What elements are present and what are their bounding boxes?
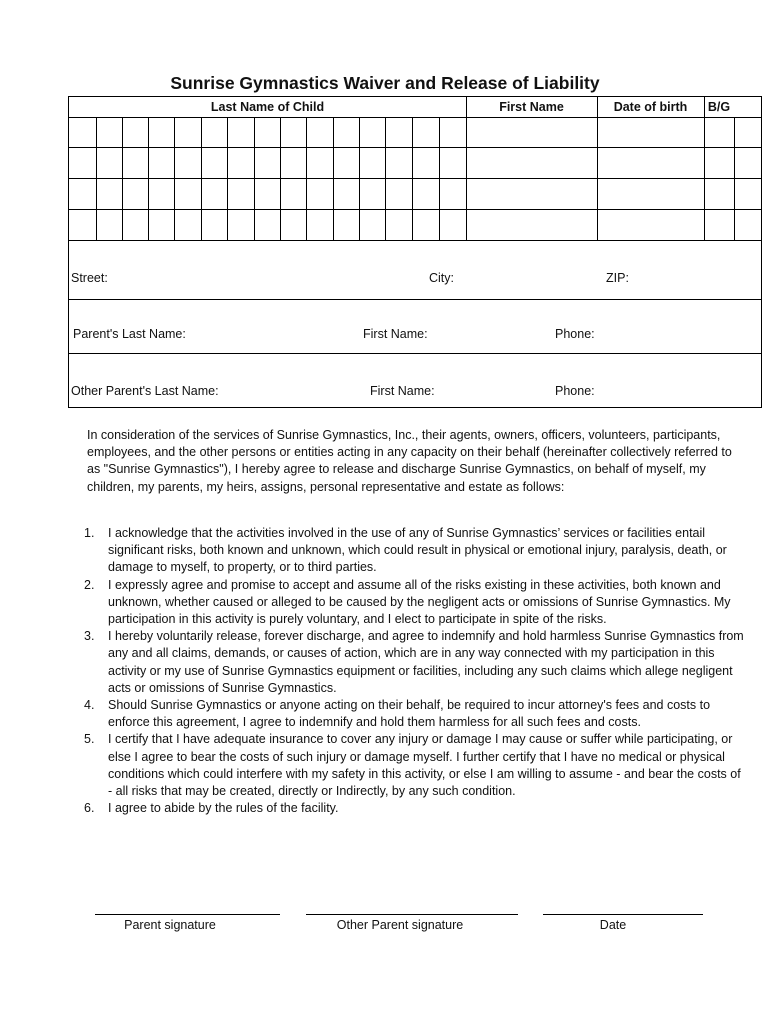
header-last-name: Last Name of Child — [210, 100, 325, 114]
letter-box-divider — [359, 117, 360, 240]
intro-paragraph: In consideration of the services of Sunrise Gymnastics, Inc., their agents, owners, officers, volunteers, participants, employees, and the other persons or entities acting in any capacity on their behalf (hereinafter collectively referred to as "Sunrise Gymnastics"), I hereby agree to release and discharge Sunrise Gymnastics, on behalf of myself, my children, my parents, my heirs, assigns, personal representative and estate as follows: — [87, 428, 732, 494]
form-title: Sunrise Gymnastics Waiver and Release of Liability — [170, 73, 600, 93]
letter-box-divider — [227, 117, 228, 240]
clause-item — [84, 628, 744, 697]
letter-box-divider — [439, 117, 440, 240]
header-date-of-birth: Date of birth — [613, 100, 688, 114]
header-first-name: First Name — [499, 100, 564, 114]
grid-line — [597, 97, 598, 117]
other-parent-last-name-label: Other Parent's Last Name: — [71, 384, 219, 398]
clause-item — [84, 731, 744, 800]
clause-text: I agree to abide by the rules of the facility. — [108, 801, 339, 816]
clause-number: 4. — [84, 698, 95, 713]
clause-item — [84, 577, 744, 629]
clause-item — [84, 800, 744, 817]
clause-number: 1. — [84, 526, 95, 540]
grid-line — [466, 97, 467, 117]
letter-box-divider — [466, 117, 467, 240]
letter-box-divider — [148, 117, 149, 240]
clause-text: Should Sunrise Gymnastics or anyone acting on their behalf, be required to incur attorney's fees and costs to enforce this agreement, I agree to indemnify and hold them harmless for all such fees and costs. — [108, 698, 711, 730]
letter-box-divider — [385, 117, 386, 240]
grid-line — [69, 353, 761, 354]
other-parent-signature-line[interactable] — [306, 914, 518, 915]
other-parent-phone-label: Phone: — [555, 384, 595, 398]
clause-number: 2. — [84, 577, 95, 592]
date-label: Date — [599, 918, 627, 932]
letter-box-divider — [280, 117, 281, 240]
grid-line — [704, 97, 705, 117]
grid-line — [69, 240, 761, 241]
letter-box-divider — [306, 117, 307, 240]
grid-line — [734, 117, 735, 240]
parent-phone-label: Phone: — [555, 327, 595, 341]
clause-number: 6. — [84, 801, 95, 816]
parent-first-name-label: First Name: — [363, 327, 428, 341]
registration-form — [68, 96, 762, 408]
clause-text: I expressly agree and promise to accept and assume all of the risks existing in these activities, both known and unknown, whether caused or alleged to be caused by the negligent acts or omissions of Sunrise Gymnastics. My participation in this activity is purely voluntary, and I elect to participate in spite of the risks. — [108, 577, 731, 627]
clause-item — [84, 525, 744, 577]
clause-text: I certify that I have adequate insurance to cover any injury or damage I may cause or suffer while participating, or else I agree to bear the costs of such injury or damage myself. I further certify that I have no medical or physical conditions which could interfere with my safety in this activity, or else I am willing to assume - and bear the costs of - all risks that may be created, directly or Indirectly, by any such condition. — [108, 732, 741, 799]
city-label: City: — [429, 271, 454, 285]
letter-box-divider — [333, 117, 334, 240]
header-boy-girl: B/G — [707, 100, 731, 114]
date-line[interactable] — [543, 914, 703, 915]
clause-text: I acknowledge that the activities involved in the use of any of Sunrise Gymnastics’ services or facilities entail significant risks, both known and unknown, which could result in physical or emotional injury, paralysis, death, or damage to myself, to property, or to third parties. — [108, 526, 727, 575]
grid-line — [69, 299, 761, 300]
grid-line — [597, 117, 598, 240]
clause-item — [84, 697, 744, 731]
letter-box-divider — [254, 117, 255, 240]
letter-box-divider — [96, 117, 97, 240]
other-parent-first-name-label: First Name: — [370, 384, 435, 398]
grid-line — [69, 117, 761, 118]
parent-signature-label: Parent signature — [124, 918, 216, 932]
grid-line — [69, 147, 761, 148]
parent-last-name-label: Parent's Last Name: — [73, 327, 186, 341]
zip-label: ZIP: — [606, 271, 629, 285]
grid-line — [69, 209, 761, 210]
clause-number: 5. — [84, 732, 95, 747]
clause-number: 3. — [84, 629, 95, 644]
letter-box-divider — [201, 117, 202, 240]
waiver-clauses — [84, 525, 744, 817]
street-label: Street: — [71, 271, 108, 285]
letter-box-divider — [412, 117, 413, 240]
clause-text: I hereby voluntarily release, forever discharge, and agree to indemnify and hold harmless Sunrise Gymnastics from any and all claims, demands, or causes of action, which are in any way connected with my participation in this activity or my use of Sunrise Gymnastics equipment or facilities, including any such claims which allege negligent acts or omissions of Sunrise Gymnastics. — [108, 629, 744, 695]
other-parent-signature-label: Other Parent signature — [336, 918, 464, 932]
parent-signature-line[interactable] — [95, 914, 280, 915]
grid-line — [704, 117, 705, 240]
letter-box-divider — [174, 117, 175, 240]
grid-line — [69, 178, 761, 179]
letter-box-divider — [122, 117, 123, 240]
